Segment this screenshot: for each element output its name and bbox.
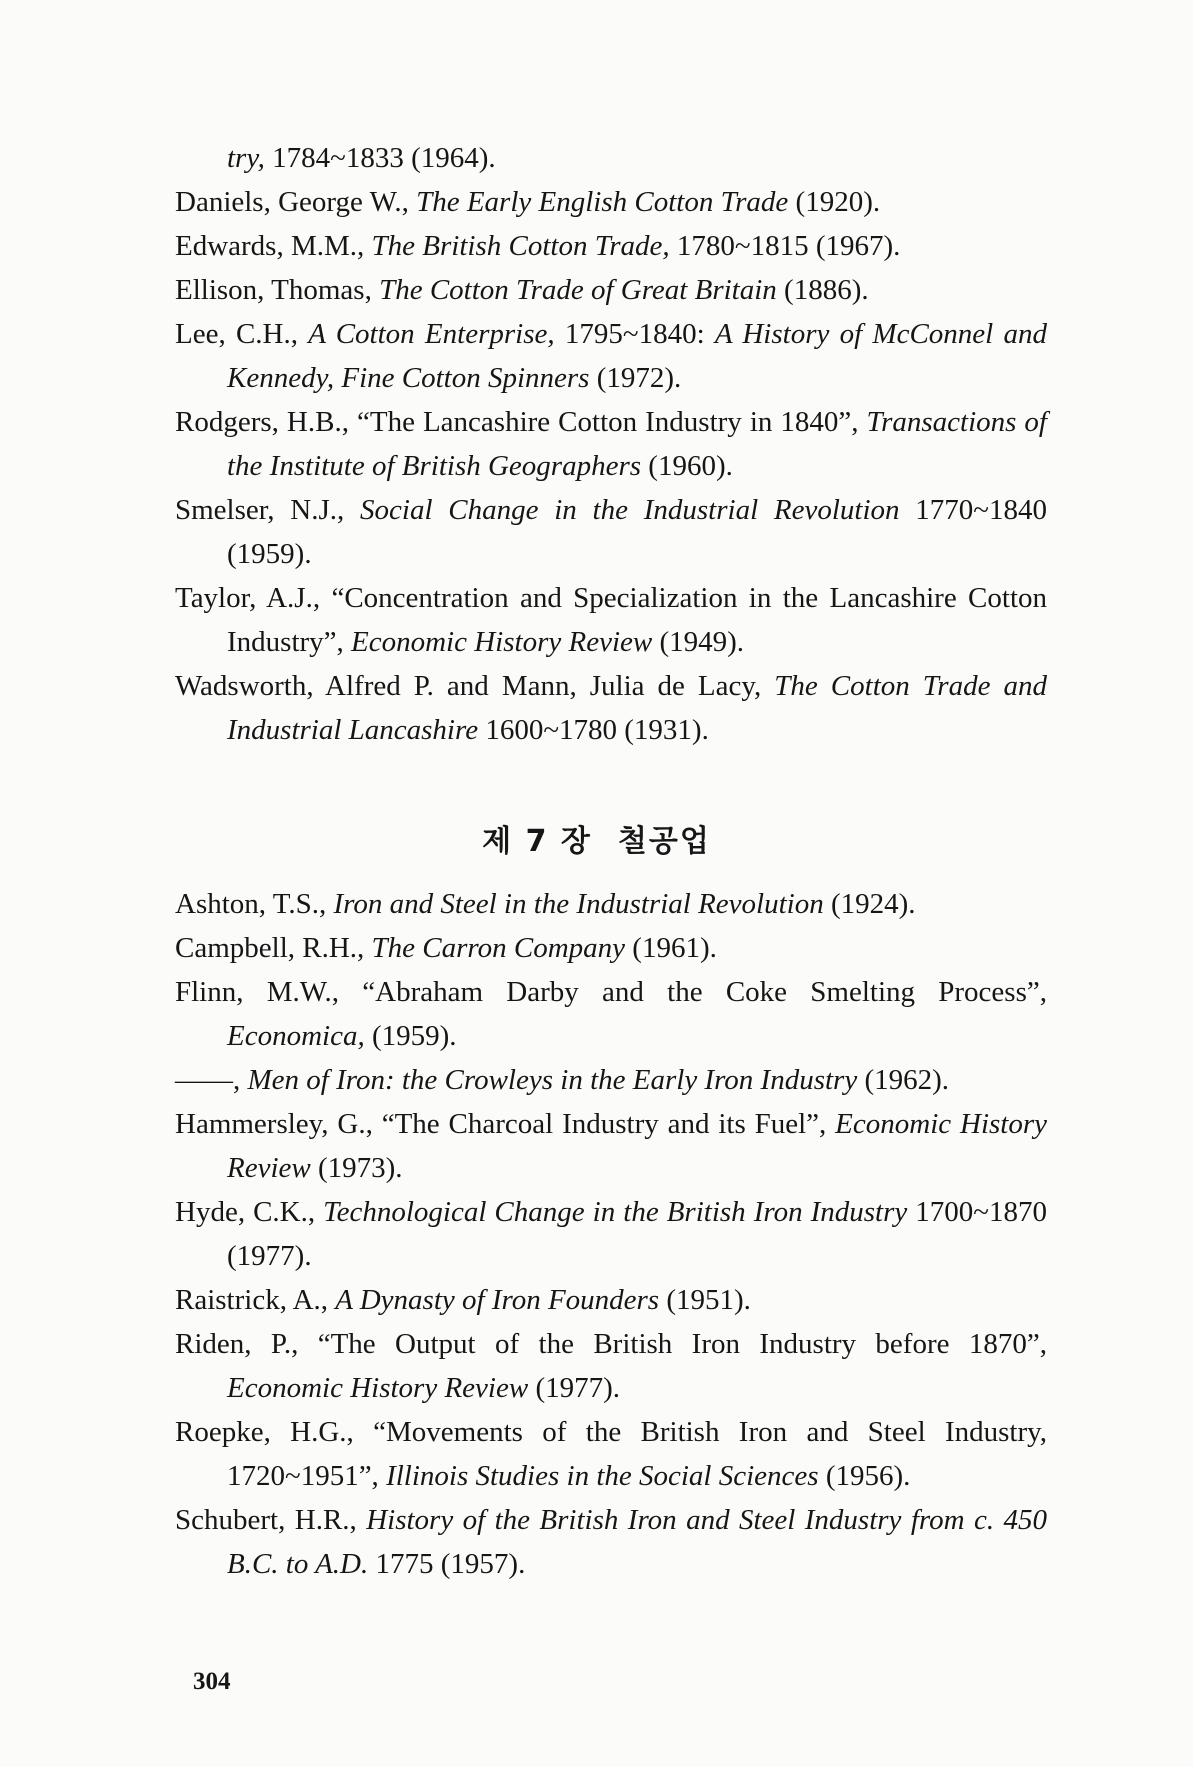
- page-number: 304: [193, 1668, 231, 1695]
- entry-author: Flinn, M.W., “Abraham Darby and the Coke Smelting Process”,: [175, 976, 1047, 1008]
- entry-title: Economic History Review: [227, 1372, 529, 1404]
- entry-author: ——,: [175, 1064, 248, 1096]
- entry-author: Campbell, R.H.,: [175, 932, 372, 964]
- entry-title: Social Change in the Industrial Revolution: [360, 494, 900, 526]
- entry-tail: 1700~1870 (1977).: [227, 1196, 1047, 1272]
- entry-tail: 1775 (1957).: [368, 1548, 526, 1580]
- entry-title: The British Cotton Trade,: [371, 230, 670, 262]
- entry-tail: (1973).: [310, 1152, 403, 1184]
- bibliography-entry: [175, 268, 1047, 312]
- entry-title: Men of Iron: the Crowleys in the Early Iron Industry: [247, 1064, 858, 1096]
- entry-tail: (1949).: [652, 626, 745, 658]
- entry-title: The Cotton Trade of Great Britain: [379, 274, 777, 306]
- bibliography-entry: [175, 970, 1047, 1058]
- entry-title: try,: [227, 142, 265, 174]
- entry-title: Iron and Steel in the Industrial Revolution: [333, 888, 824, 920]
- entry-tail: (1972).: [589, 362, 682, 394]
- entry-tail: 1780~1815 (1967).: [669, 230, 901, 262]
- entry-tail: (1961).: [625, 932, 717, 964]
- entry-author: Hammersley, G., “The Charcoal Industry and its Fuel”,: [175, 1108, 836, 1140]
- entry-title: A Dynasty of Iron Founders: [335, 1284, 660, 1316]
- entry-author: Ellison, Thomas,: [175, 274, 380, 306]
- bibliography-entry: [175, 1498, 1047, 1586]
- entry-tail: (1920).: [788, 186, 881, 218]
- entry-title: Technological Change in the British Iron Industry: [323, 1196, 908, 1228]
- bibliography-entry: [175, 400, 1047, 488]
- entry-author: Schubert, H.R.,: [175, 1504, 367, 1536]
- bibliography-entry: [175, 1102, 1047, 1190]
- bibliography-entry: [175, 1190, 1047, 1278]
- entry-author: Rodgers, H.B., “The Lancashire Cotton Industry in 1840”,: [175, 406, 867, 438]
- bibliography-entry: [175, 312, 1047, 400]
- entry-title: Illinois Studies in the Social Sciences: [386, 1460, 819, 1492]
- entry-tail: (1962).: [857, 1064, 950, 1096]
- entry-title: A History of McConnel and Kennedy, Fine Cotton Spinners: [227, 318, 1047, 394]
- entry-author: Wadsworth, Alfred P. and Mann, Julia de Lacy,: [175, 670, 775, 702]
- bibliography-section-cotton: [175, 136, 1047, 752]
- entry-author: Raistrick, A.,: [175, 1284, 336, 1316]
- entry-tail: (1977).: [528, 1372, 621, 1404]
- bibliography-entry: [175, 1410, 1047, 1498]
- entry-title: The Carron Company: [371, 932, 626, 964]
- entry-tail: (1960).: [641, 450, 733, 482]
- entry-tail: (1956).: [818, 1460, 911, 1492]
- entry-tail: (1886).: [776, 274, 869, 306]
- entry-tail: 1795~1840:: [554, 318, 715, 350]
- bibliography-entry: [175, 180, 1047, 224]
- bibliography-entry: [175, 224, 1047, 268]
- entry-tail: 1784~1833 (1964).: [264, 142, 496, 174]
- bibliography-entry: [175, 664, 1047, 752]
- bibliography-entry: [175, 136, 1047, 180]
- bibliography-section-iron: [175, 882, 1047, 1586]
- entry-title: A Cotton Enterprise,: [308, 318, 555, 350]
- bibliography-entry: [175, 926, 1047, 970]
- bibliography-entry: [175, 1278, 1047, 1322]
- chapter-heading: [0, 816, 1193, 860]
- bibliography-entry: [175, 1058, 1047, 1102]
- entry-tail: (1924).: [823, 888, 916, 920]
- entry-author: Roepke, H.G., “Movements of the British Iron and Steel Industry, 1720~1951”,: [175, 1416, 1047, 1492]
- entry-tail: (1951).: [659, 1284, 751, 1316]
- entry-author: Lee, C.H.,: [175, 318, 309, 350]
- chapter-number: 제 7 장: [482, 824, 592, 859]
- bibliography-entry: [175, 1322, 1047, 1410]
- bibliography-entry: [175, 882, 1047, 926]
- bibliography-entry: [175, 576, 1047, 664]
- bibliography-entry: [175, 488, 1047, 576]
- entry-title: Economic History Review: [351, 626, 653, 658]
- entry-tail: 1770~1840 (1959).: [227, 494, 1047, 570]
- entry-author: Taylor, A.J., “Concentration and Specialization in the Lancashire Cotton Industry”,: [175, 582, 1047, 658]
- entry-tail: (1959).: [364, 1020, 457, 1052]
- entry-author: Ashton, T.S.,: [175, 888, 334, 920]
- entry-title: Transactions of the Institute of British Geographers: [227, 406, 1047, 482]
- entry-title: The Cotton Trade and Industrial Lancashire: [227, 670, 1047, 746]
- entry-title: Economica,: [227, 1020, 365, 1052]
- entry-author: Riden, P., “The Output of the British Iron Industry before 1870”,: [175, 1328, 1047, 1360]
- entry-tail: 1600~1780 (1931).: [478, 714, 709, 746]
- entry-title: Economic History Review: [227, 1108, 1047, 1184]
- chapter-title: 철공업: [617, 824, 711, 859]
- entry-title: The Early English Cotton Trade: [416, 186, 789, 218]
- entry-author: Edwards, M.M.,: [175, 230, 372, 262]
- entry-author: Hyde, C.K.,: [175, 1196, 324, 1228]
- entry-title: History of the British Iron and Steel Industry from c. 450 B.C. to A.D.: [227, 1504, 1047, 1580]
- entry-author: Smelser, N.J.,: [175, 494, 361, 526]
- entry-author: Daniels, George W.,: [175, 186, 417, 218]
